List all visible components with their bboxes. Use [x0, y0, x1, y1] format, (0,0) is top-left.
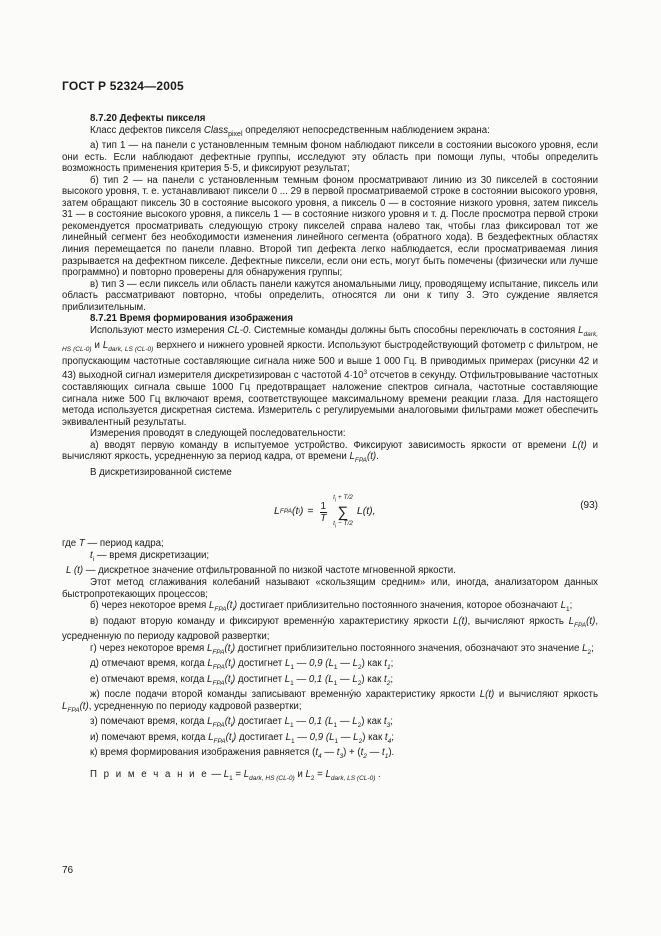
- step-b: б) через некоторое время $L_{FPA}(t_i)$ достигает приблизительно постоянного значения, которое обозначают $L_1$;: [90, 600, 573, 613]
- step-zh: ж) после подачи второй команды записывают временнýю характеристику яркости L(t) и вычисляют яркость $L_{FPA}(t)$, усредненную по периоду кадровой развертки;: [62, 689, 598, 714]
- paragraph-moving-average: Этот метод сглаживания колебаний называют «скользящим средним» или, иногда, анализатором данных быстропротекающих процессов;: [62, 576, 598, 600]
- summation: $t_i + T/2$ ∑ $t_i - T/2$: [333, 494, 353, 529]
- section-heading-8-7-21: 8.7.21 Время формирования изображения: [90, 313, 294, 325]
- step-v: в) подают вторую команду и фиксируют временнýю характеристику яркости L(t), вычисляют яркость $L_{FPA}(t)$, усредненную по периоду кадровой развертки;: [62, 615, 599, 643]
- standard-header: ГОСТ Р 52324—2005: [62, 79, 184, 93]
- document-body: [62, 113, 598, 784]
- equation-expression: L FPA (t i ) = $\frac{1}{T}$ $t_i + T/2$ ∑ $t_i - T/2$ L(t),: [274, 494, 376, 529]
- fraction-one-over-T: $\frac{1}{T}$: [320, 500, 327, 524]
- step-z: з) помечают время, когда $L_{FPA}(t_i)$ достигает $L_1$ — 0,1 ($L_1$ — $L_2$) как $t_3$;: [90, 716, 393, 729]
- paragraph-intro: Класс дефектов пикселя Class$_{pixel}$ определяют непосредственным наблюдением экрана:: [90, 124, 490, 138]
- def-T: где T — период кадра;: [62, 538, 164, 550]
- paragraph-sequence: Измерения проводят в следующей последовательности:: [90, 428, 346, 440]
- def-ti: $t_i$ — время дискретизации;: [90, 549, 210, 563]
- step-e: е) отмечают время, когда $L_{FPA}(t_i)$ достигнет $L_1$ — 0,1 ($L_1$ — $L_2$) как $t_2$;: [90, 673, 394, 687]
- step-a: а) вводят первую команду в испытуемое устройство. Фиксируют зависимость яркости от времени L(t) и вычисляют яркость, усредненную за период кадра, от времени $L_{FPA}(t)$.: [62, 439, 599, 465]
- step-k: к) время формирования изображения равняется ($t_4$ — $t_3) + (t_2$ — $t_1$).: [90, 747, 395, 760]
- note: П р и м е ч а н и е — $L_1 = L_{dark, HS (CL-0)}$ и $L_2 = L_{dark, LS (CL-0)}$ .: [90, 768, 381, 782]
- step-d: д) отмечают время, когда $L_{FPA}(t_i)$ достигнет $L_1$ — 0,9 ($L_1$ — $L_2$) как $t_1$;: [90, 658, 394, 671]
- section-heading-8-7-20: 8.7.20 Дефекты пикселя: [90, 113, 206, 124]
- step-i: и) помечают время, когда $L_{FPA}(t_i)$ достигает $L_1$ — 0,9 ($L_1$ — $L_2$) как $t_4$;: [90, 731, 394, 745]
- item-c-type3: в) тип 3 — если пиксель или область панели кажутся аномальными лицу, проводящему испытание, пиксель или область рассматривают повторно, чтобы определить, относятся ли они к типу 3. Это суждение является приблизительным.: [62, 278, 598, 313]
- item-a-type1: а) тип 1 — на панели с установленным темным фоном наблюдают пиксели в состоянии высокого уровня, если они есть. Если наблюдают дефектные группы, исследуют эту область при помощи лупы, чтобы определить возможность применения критерия 5·5, и фиксируют результат;: [62, 140, 598, 175]
- page-number: 76: [62, 865, 74, 876]
- equation-number: (93): [580, 500, 598, 512]
- step-g: г) через некоторое время $L_{FPA}(t_i)$ достигнет приблизительно постоянного значения, обозначают это значение $L_2$;: [90, 642, 594, 656]
- def-Lt: L (t) — дискретное значение отфильтрованной по низкой частоте мгновенной яркости.: [66, 565, 456, 577]
- equation-definitions: [62, 538, 598, 577]
- item-b-type2: б) тип 2 — на панели с установленным темным фоном просматривают линию из 30 пикселей в состоянии высокого уровня, т. е. устанавливают пиксели 0 ... 29 в первой просматриваемой строке в состоянии высокого уровня, затем обращают пиксель 30 в состояние высокого уровня, а пиксель 0 — в состояние низкого уровня, затем пиксель 31 — в состояние высокого уровня, а пиксель 1 — в состояние низкого уровня и т. д. После просмотра первой строки рекомендуется просматривать следующую строку пикселей справа налево так, чтобы глаз фиксировал тот же линейный сегмент без необходимости изменения линейного сегмента (обратного хода). В бездефектных областях линия перемещается по панели плавно. Второй тип дефекта легко наблюдается, если просматриваемая линия разрывается на дефектном пикселе. Дефектные пиксели, если они есть, могут быть помечены (физически или лучше программно) и повторно проверены для обнаружения группы;: [62, 174, 598, 279]
- paragraph-measurement-setup: Используют место измерения CL-0. Системные команды должны быть способны переключать в состояния $L_{dark, HS (CL-0)}$ и $L_{dark, LS (CL-0)}$ верхнего и нижнего уровней яркости. Используют быстродействующий фотометр с фильтром, не пропускающим частотные составляющие сигнала ниже 500 и выше 1 000 Гц. В приводимых примерах (рисунки 42 и 43) выходной сигнал измерителя дискретизирован с частотой $4\cdot 10^3$ отсчетов в секунду. Отфильтровывание частотных составляющих сигнала свыше 1000 Гц предотвращает наложение спектров сигнала, частотные составляющие сигнала ниже 500 Гц включают время, соответствующее максимальному времени реакции глаза. Для настоящего метода используется дискретная система. Измеритель с регулируемыми аналоговыми фильтрами может обеспечить эквивалентный результаты.: [62, 324, 599, 428]
- equation-93: [62, 480, 598, 536]
- paragraph-discrete-system: В дискретизированной системе: [90, 466, 232, 478]
